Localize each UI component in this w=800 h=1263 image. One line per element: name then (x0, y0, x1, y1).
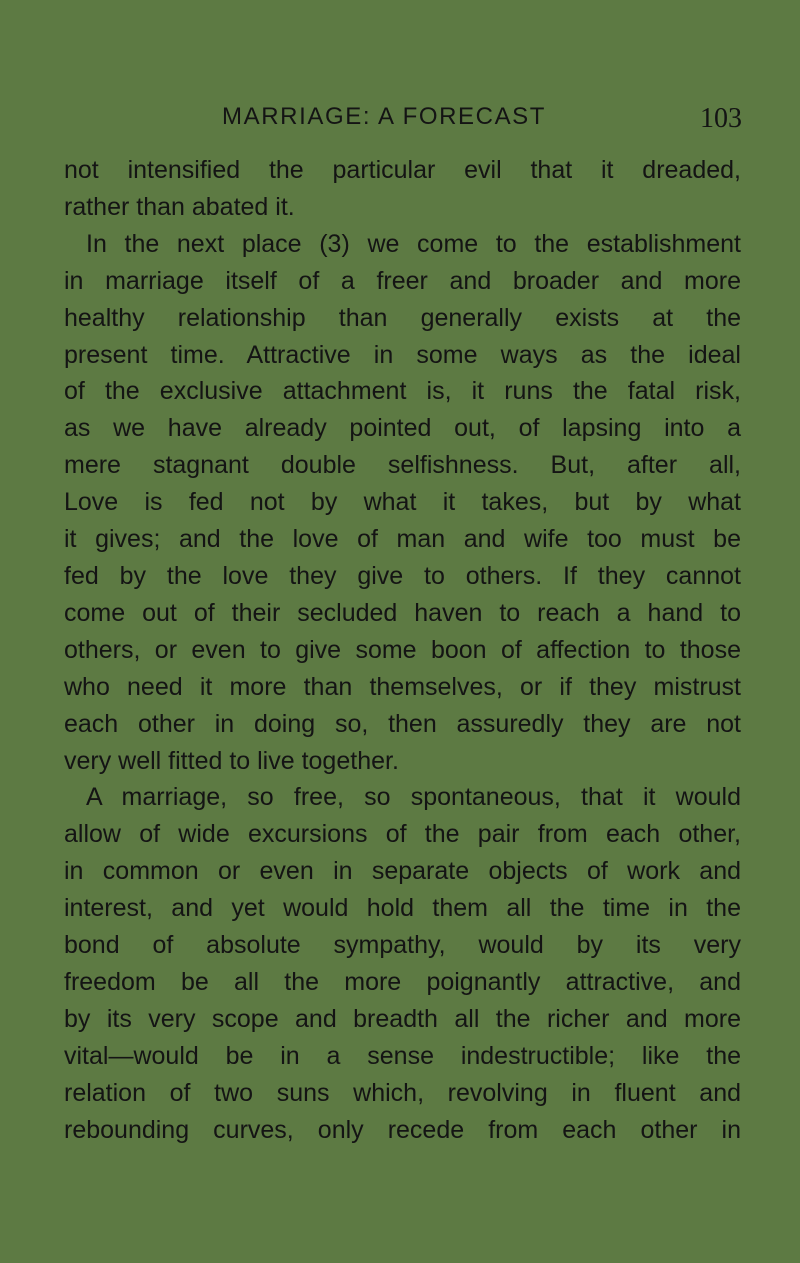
text-line: fed by the love they give to others. If they cannot (64, 561, 741, 590)
text-line: of the exclusive attachment is, it runs the fatal risk, (64, 377, 741, 406)
text-line: vital—would be in a sense indestructible; like the (64, 1041, 741, 1070)
page-header (222, 103, 742, 143)
body-text (64, 152, 741, 1148)
text-line: In the next place (3) we come to the establishment (86, 229, 741, 258)
text-line: in marriage itself of a freer and broader and more (64, 266, 741, 295)
text-line: A marriage, so free, so spontaneous, that it would (86, 783, 741, 812)
text-line: in common or even in separate objects of work and (64, 857, 741, 886)
text-line: bond of absolute sympathy, would by its very (64, 931, 741, 960)
text-line: who need it more than themselves, or if they mistrust (64, 672, 741, 701)
text-line: mere stagnant double selfishness. But, after all, (64, 451, 741, 480)
text-line: freedom be all the more poignantly attractive, and (64, 967, 741, 996)
text-line: allow of wide excursions of the pair from each other, (64, 820, 741, 849)
text-line: not intensified the particular evil that it dreaded, (64, 156, 741, 184)
text-line: rather than abated it. (64, 192, 295, 221)
text-line: come out of their secluded haven to reach a hand to (64, 598, 741, 627)
text-line: interest, and yet would hold them all the time in the (64, 894, 741, 923)
running-head: MARRIAGE: A FORECAST (222, 103, 547, 130)
text-line: by its very scope and breadth all the richer and more (64, 1004, 741, 1033)
text-line: healthy relationship than generally exists at the (64, 303, 741, 332)
text-line: relation of two suns which, revolving in fluent and (64, 1078, 741, 1107)
text-line: as we have already pointed out, of lapsing into a (64, 414, 741, 443)
text-line: others, or even to give some boon of affection to those (64, 635, 741, 664)
text-line: rebounding curves, only recede from each other in (64, 1115, 741, 1144)
text-line: it gives; and the love of man and wife too must be (64, 525, 741, 554)
page-number: 103 (700, 103, 742, 134)
text-line: present time. Attractive in some ways as the ideal (64, 340, 741, 369)
text-line: very well fitted to live together. (64, 746, 399, 775)
text-line: each other in doing so, then assuredly they are not (64, 709, 741, 738)
text-line: Love is fed not by what it takes, but by what (64, 488, 741, 517)
